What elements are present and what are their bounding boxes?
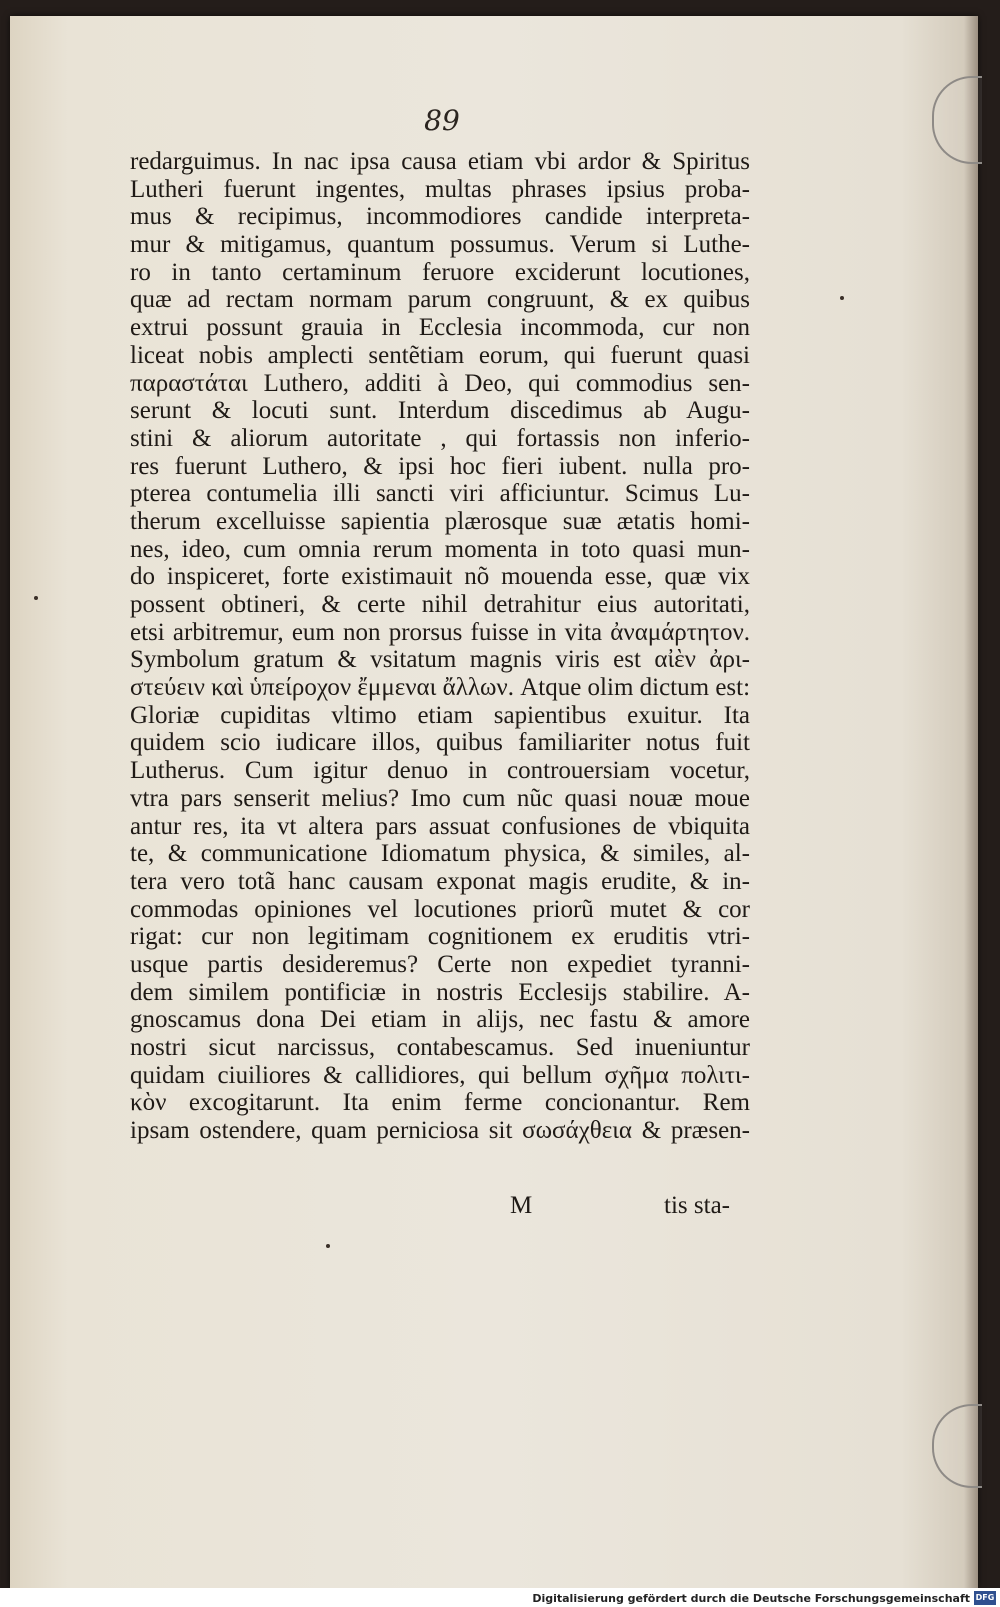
ink-speck [840,296,844,300]
funding-credit: Digitalisierung gefördert durch die Deutsche Forschungsgemeinschaft [532,1592,970,1605]
signature-mark: M [510,1192,533,1219]
text-line: res fuerunt Luthero, & ipsi hoc fieri iubent. nulla pro- [130,452,750,480]
text-line: ro in tanto certaminum feruore exciderunt locutiones, [130,258,750,286]
text-line: rigat: cur non legitimam cognitionem ex eruditis vtri- [130,923,750,951]
text-line: extrui possunt grauia in Ecclesia incommoda, cur non [130,314,750,342]
text-line: stini & aliorum autoritate , qui fortassis non inferio- [130,424,750,452]
text-line: κὸν excogitarunt. Ita enim ferme concionantur. Rem [130,1089,750,1117]
text-line: pterea contumelia illi sancti viri afficiuntur. Scimus Lu- [130,480,750,508]
text-line: Lutheri fuerunt ingentes, multas phrases ipsius proba- [130,175,750,203]
text-line: ipsam ostendere, quam perniciosa sit σωσάχθεια & præsen- [130,1117,750,1145]
text-line: do inspiceret, forte existimauit nõ mouenda esse, quæ vix [130,563,750,591]
text-line: possent obtineri, & certe nihil detrahitur eius autoritati, [130,591,750,618]
text-line: vtra pars senserit melius? Imo cum nũc quasi nouæ moue [130,784,750,812]
dfg-logo-icon: DFG [974,1591,996,1605]
text-line: nostri sicut narcissus, contabescamus. Sed inueniuntur [130,1034,750,1061]
text-line: commodas opiniones vel locutiones priorũ mutet & cor [130,895,750,923]
text-line: te, & communicatione Idiomatum physica, & similes, al- [130,840,750,868]
text-line: quidam ciuiliores & callidiores, qui bellum σχῆμα πολιτι- [130,1061,750,1089]
text-line: antur res, ita vt altera pars assuat confusiones de vbiquita [130,812,750,840]
catchword: tis sta- [664,1192,730,1219]
book-page [10,16,978,1588]
text-line: παραστάται Luthero, additi à Deo, qui commodius sen- [130,369,750,397]
page-footer-line [130,1192,750,1220]
ink-speck [326,1244,330,1248]
page-clip-bottom-icon [932,1404,982,1488]
text-line: Gloriæ cupiditas vltimo etiam sapientibus exuitur. Ita [130,701,750,729]
text-line: στεύειν καὶ ὑπείροχον ἔμμεναι ἄλλων. Atque olim dictum est: [130,674,751,702]
digitization-footer [0,1588,1000,1607]
text-line: usque partis desideremus? Certe non expediet tyranni- [130,950,750,978]
text-line: liceat nobis amplecti sentẽtiam eorum, qui fuerunt quasi [130,341,750,369]
text-line: quæ ad rectam normam parum congruunt, & ex quibus [130,286,750,314]
text-line: etsi arbitremur, eum non prorsus fuisse in vita ἀναμάρτητον. [130,618,750,646]
page-edge-shadow [964,16,978,1588]
text-line: gnoscamus dona Dei etiam in alijs, nec fastu & amore [130,1006,750,1034]
text-line: Symbolum gratum & vsitatum magnis viris est αἰὲν ἀρι- [130,646,750,674]
text-line: Lutherus. Cum igitur denuo in controuersiam vocetur, [130,757,750,785]
ink-speck [34,596,38,600]
page-clip-top-icon [932,76,982,164]
text-line: mus & recipimus, incommodiores candide interpreta- [130,203,750,231]
text-line: redarguimus. In nac ipsa causa etiam vbi ardor & Spiritus [130,148,750,175]
text-line: tera vero totã hanc causam exponat magis erudite, & in- [130,867,750,895]
text-line: dem similem pontificiæ in nostris Ecclesijs stabilire. A- [130,978,750,1006]
page-number: 89 [424,104,460,137]
text-line: mur & mitigamus, quantum possumus. Verum si Luthe- [130,231,750,259]
text-line: nes, ideo, cum omnia rerum momenta in toto quasi mun- [130,535,750,563]
body-text [130,148,750,1145]
text-line: quidem scio iudicare illos, quibus familiariter notus fuit [130,729,750,757]
text-line: therum excelluisse sapientia plærosque suæ ætatis homi- [130,507,750,535]
text-line: serunt & locuti sunt. Interdum discedimus ab Augu- [130,397,750,425]
